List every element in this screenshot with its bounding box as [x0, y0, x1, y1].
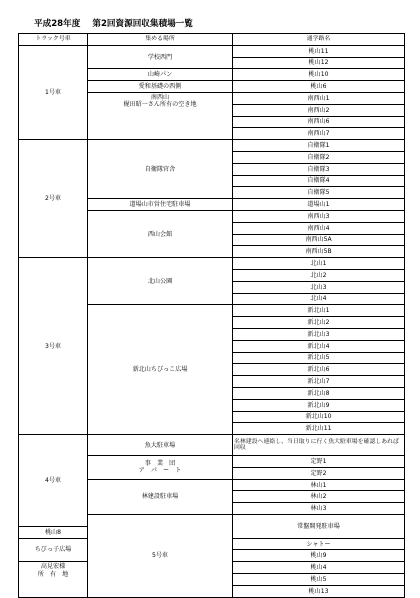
place-cell: 常盤開発駐車場	[233, 515, 405, 539]
route-cell: 新北山9	[233, 399, 405, 411]
route-cell: 新北山5	[233, 352, 405, 364]
route-cell: 林山2	[233, 491, 405, 503]
truck-cell: 5号車	[88, 515, 233, 598]
route-cell: 南西山5A	[233, 234, 405, 246]
column-header-route: 通学路名	[233, 34, 405, 46]
place-cell-group	[88, 92, 233, 139]
place-label: ア パ ー ト	[138, 467, 182, 475]
place-cell-group	[19, 562, 88, 597]
route-cell: 新北山8	[233, 387, 405, 399]
route-cell: 桃山12	[233, 57, 405, 69]
route-cell: 桃山5	[233, 574, 405, 586]
route-cell: 新北山7	[233, 376, 405, 388]
route-cell: 自衛隊5	[233, 187, 405, 199]
table-row	[19, 140, 405, 152]
route-cell: 南西山2	[233, 104, 405, 116]
route-cell: 桃山9	[233, 550, 405, 562]
route-cell: 新北山3	[233, 328, 405, 340]
route-cell: 南西山6	[233, 116, 405, 128]
truck-cell: 2号車	[19, 140, 88, 258]
route-cell: シャトー	[233, 538, 405, 550]
route-cell: 新北山10	[233, 411, 405, 423]
route-cell: 南西山5B	[233, 246, 405, 258]
truck-cell: 3号車	[19, 258, 88, 435]
place-cell: ちびっ子広場	[19, 538, 88, 562]
place-cell: 西山会館	[88, 210, 233, 257]
place-cell: 山崎パン	[88, 69, 233, 81]
route-cell: 新北山2	[233, 317, 405, 329]
route-cell: 南西山7	[233, 128, 405, 140]
route-cell: 新北山1	[233, 305, 405, 317]
place-label: 梶田昭一さん所有の空き地	[123, 101, 197, 109]
route-cell: 自衛隊3	[233, 163, 405, 175]
list-title: 第2回資源回収集積場一覧	[92, 19, 193, 29]
place-label: 事 業 団	[144, 459, 176, 467]
place-cell: 道場山市営住宅駐車場	[88, 199, 233, 211]
route-cell: 南西山1	[233, 92, 405, 104]
route-cell: 北山1	[233, 258, 405, 270]
route-cell: 新北山4	[233, 340, 405, 352]
column-header-truck: トラック号車	[19, 34, 88, 46]
route-cell: 定野1	[233, 456, 405, 468]
route-note-cell: 名林建設へ連絡し、当日取りに行く魚大駐車場を確認しあれば回収	[233, 435, 405, 456]
table-row	[19, 45, 405, 57]
route-cell: 桃山11	[233, 45, 405, 57]
place-cell: 林建設駐車場	[88, 479, 233, 514]
route-cell: 桃山8	[19, 526, 88, 538]
route-cell: 桃山10	[233, 69, 405, 81]
route-cell: 北山3	[233, 281, 405, 293]
route-cell: 桃山6	[233, 81, 405, 93]
route-cell: 自衛隊2	[233, 151, 405, 163]
route-cell: 北山4	[233, 293, 405, 305]
route-cell: 自衛隊1	[233, 140, 405, 152]
route-cell: 桃山13	[233, 585, 405, 597]
column-header-place: 集める場所	[88, 34, 233, 46]
place-cell: 自衛隊官舎	[88, 140, 233, 199]
truck-cell: 4号車	[19, 435, 88, 527]
route-cell: 自衛隊4	[233, 175, 405, 187]
route-cell: 南西山4	[233, 222, 405, 234]
truck-cell: 1号車	[19, 45, 88, 139]
place-cell: 愛和基礎の西側	[88, 81, 233, 93]
header-row	[19, 34, 405, 46]
route-cell: 林山1	[233, 479, 405, 491]
place-cell: 北山公園	[88, 258, 233, 305]
document-title	[34, 17, 193, 29]
place-cell: 学校西門	[88, 45, 233, 69]
route-cell: 新北山6	[233, 364, 405, 376]
collection-site-table	[18, 33, 405, 598]
route-cell: 定野2	[233, 467, 405, 479]
place-cell: 新北山ちびっこ広場	[88, 305, 233, 435]
place-label: 高見宏様	[40, 563, 66, 571]
table-row	[19, 258, 405, 270]
route-cell: 北山2	[233, 269, 405, 281]
place-label: 所 有 地	[37, 570, 69, 578]
fiscal-year: 平成28年度	[34, 19, 81, 29]
table-row	[19, 435, 405, 456]
route-cell: 南西山3	[233, 210, 405, 222]
route-cell: 新北山11	[233, 423, 405, 435]
route-cell: 桃山4	[233, 562, 405, 574]
place-label: 南西山	[150, 93, 170, 101]
place-cell-group	[88, 456, 233, 480]
place-cell: 魚大駐車場	[88, 435, 233, 456]
route-cell: 林山3	[233, 503, 405, 515]
route-cell: 道場山1	[233, 199, 405, 211]
